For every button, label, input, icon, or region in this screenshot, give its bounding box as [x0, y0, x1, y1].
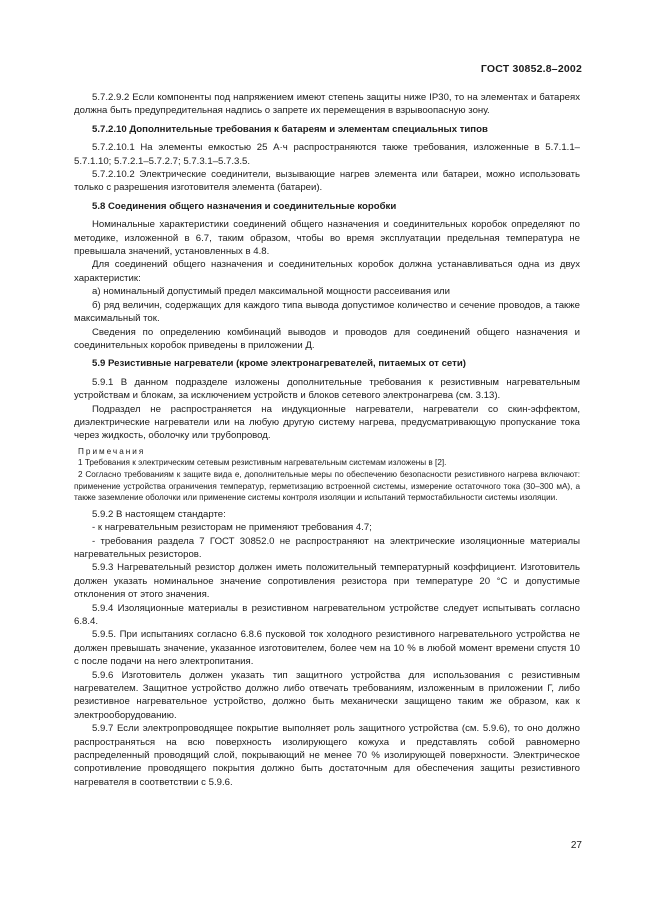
notes-block — [74, 446, 580, 504]
list-item: а) номинальный допустимый предел максимальной мощности рассеивания или — [92, 286, 451, 298]
paragraph: 5.9.5. При испытаниях согласно 6.8.6 пусковой ток холодного резистивного нагревательного устройства не должен превышать значение, указанное изготовителем, более чем на 10 % в любой момент времени спустя 10 с после подачи на него электропитания. — [74, 629, 580, 668]
paragraph: Сведения по определению комбинаций выводов и проводов для соединений общего назначения и соединительных коробок приведены в приложении Д. — [74, 326, 580, 351]
paragraph: 5.7.2.10.1 На элементы емкостью 25 А·ч распространяются также требования, изложенные в 5.7.1.1–5.7.1.10; 5.7.2.1–5.7.2.7; 5.7.3.1–5.7.3.5. — [74, 142, 580, 167]
paragraph: 5.9.2 В настоящем стандарте: — [92, 508, 226, 520]
section-heading: 5.8 Соединения общего назначения и соединительные коробки — [92, 200, 397, 212]
paragraph: Для соединений общего назначения и соединительных коробок должна устанавливаться одна из двух характеристик: — [74, 259, 580, 284]
notes-title: Примечания — [78, 446, 146, 456]
paragraph: 5.9.1 В данном подразделе изложены дополнительные требования к резистивным нагревательным устройствам и блокам, за исключением устройств и блоков сетевого электронагрева (см. 3.13). — [74, 376, 580, 402]
paragraph: 5.9.3 Нагревательный резистор должен иметь положительный температурный коэффициент. Изготовитель должен указать номинальное значение сопротивления резистора при температуре 20 °С и допустимые отклонения от этого значения. — [74, 562, 580, 601]
paragraph: 5.9.4 Изоляционные материалы в резистивном нагревательном устройстве следует испытывать согласно 6.8.4. — [74, 602, 580, 627]
paragraph: Номинальные характеристики соединений общего назначения и соединительных коробок определяют по методике, изложенной в 6.7, таким образом, чтобы во время эксплуатации предельная температура не превышала значений, установленных в 4.8. — [74, 219, 580, 258]
list-item: - требования раздела 7 ГОСТ 30852.0 не распространяют на электрические изоляционные материалы нагревательных резисторов. — [74, 535, 580, 560]
paragraph: 5.7.2.9.2 Если компоненты под напряжением имеют степень защиты ниже IP30, то на элементах и батареях должна быть предупредительная надпись о запрете их перемещения в взрывоопасную зону. — [74, 92, 580, 117]
note-item: 2 Согласно требованиям к защите вида е, дополнительные меры по обеспечению безопасности резистивного нагрева включают: применение устройства ограничения температур, герметизацию встроенной системы, измерение остаточного тока (30–300 мА), а также заземление оболочки или применение системы контроля изоляции и испытаний термостабильности системы изоляции. — [74, 469, 580, 503]
section-heading: 5.9 Резистивные нагреватели (кроме электронагревателей, питаемых от сети) — [92, 358, 466, 370]
paragraph: 5.9.6 Изготовитель должен указать тип защитного устройства для использования с резистивным нагревателем. Защитное устройство должно либо отвечать требованиям, изложенным в приложении Г, либо резистивное нагревательное устройство, должно быть механически защищено таким же образом, как к электрооборудованию. — [74, 669, 580, 721]
paragraph: 5.9.7 Если электропроводящее покрытие выполняет роль защитного устройства (см. 5.9.6), то оно должно распространяться на всю поверхность изолирующего кожуха и представлять собой равномерно распределенный проводящий слой, покрывающий не менее 70 % изолирующей поверхности. Электрическое сопротивление проводящего покрытия должно быть достаточным для обеспечения защиты резистивного нагревателя в соответствии с 5.9.6. — [74, 723, 580, 788]
page-number: 27 — [570, 840, 582, 851]
note-item: 1 Требования к электрическим сетевым резистивным нагревательным системам изложены в [2]. — [78, 458, 447, 468]
standard-header: ГОСТ 30852.8–2002 — [480, 63, 582, 75]
list-item: б) ряд величин, содержащих для каждого типа вывода допустимое количество и сечение проводов, а также максимальный ток. — [74, 299, 580, 325]
section-heading: 5.7.2.10 Дополнительные требования к батареям и элементам специальных типов — [92, 123, 488, 135]
paragraph: Подраздел не распространяется на индукционные нагреватели, нагреватели со скин-эффектом, диэлектрические нагреватели или на любую другую систему нагрева, предусматривающую пропускание тока через жидкость, оболочку или трубопровод. — [74, 403, 580, 442]
paragraph: 5.7.2.10.2 Электрические соединители, вызывающие нагрев элемента или батареи, можно использовать только с разрешения изготовителя элемента (батареи). — [74, 169, 580, 194]
document-body — [74, 91, 580, 789]
list-item: - к нагревательным резисторам не применяют требования 4.7; — [92, 522, 372, 534]
